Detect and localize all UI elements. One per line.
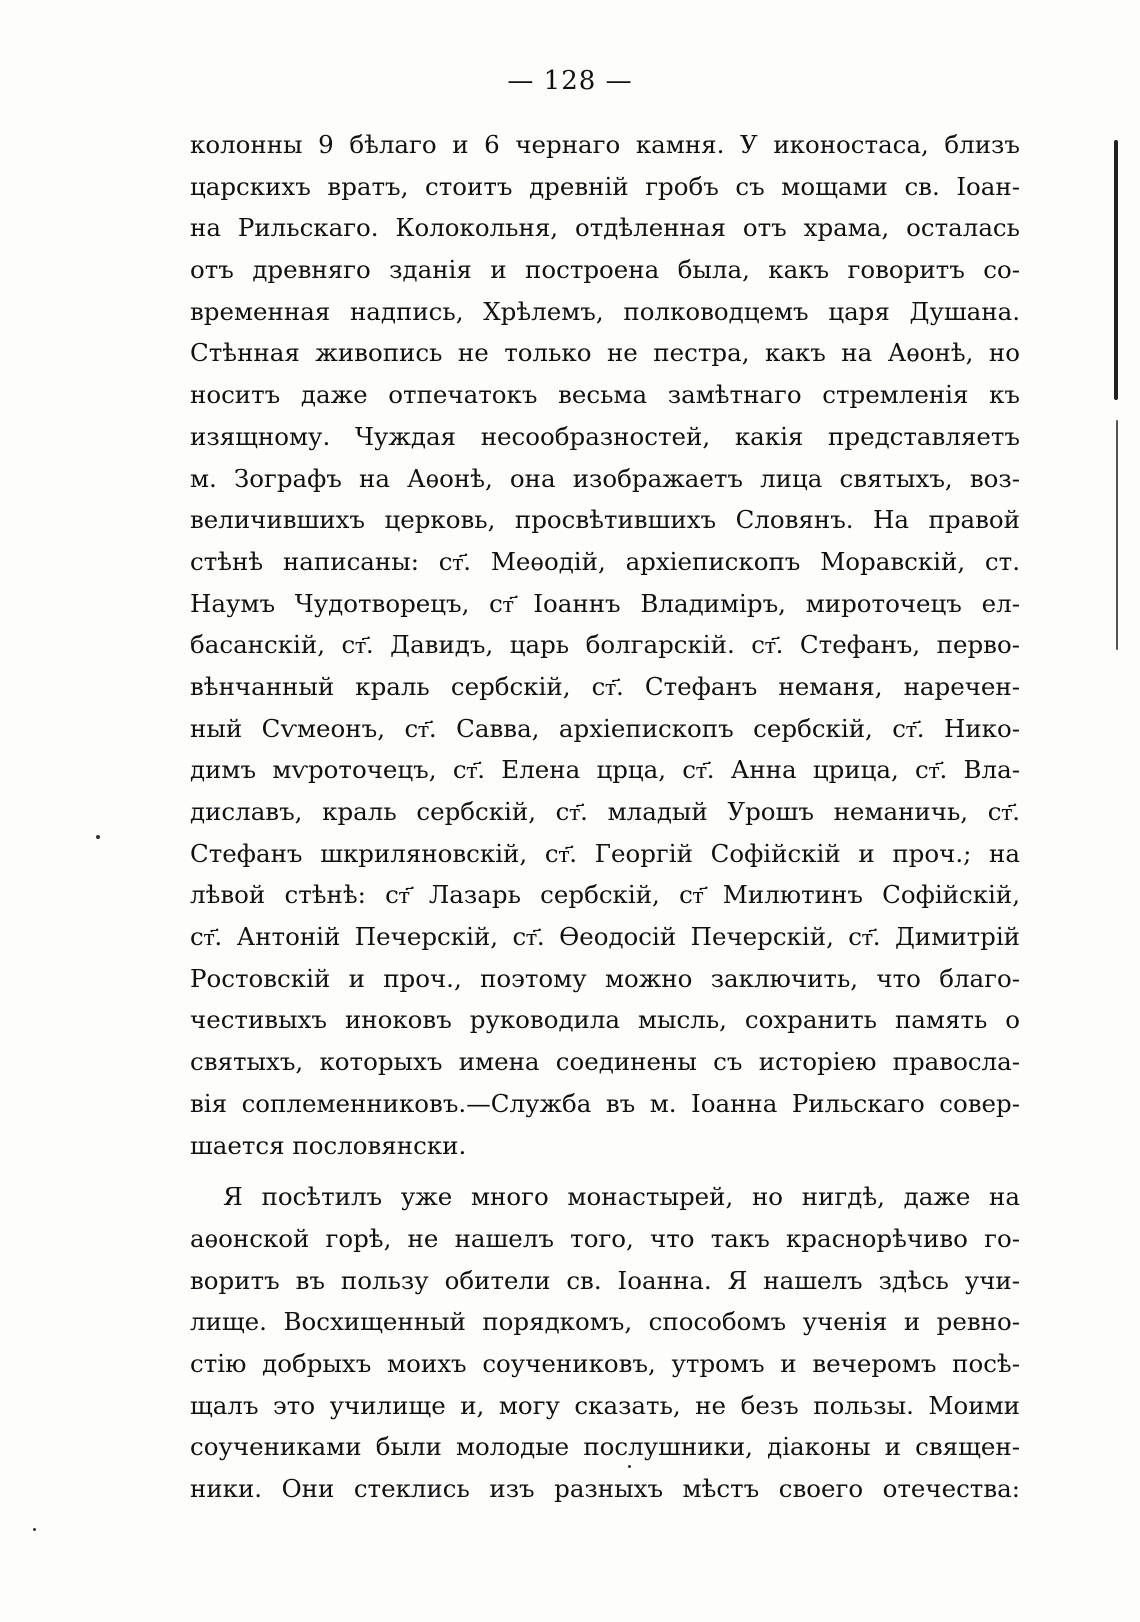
scan-edge-mark xyxy=(1116,420,1118,650)
text-line: колонны 9 бѣлаго и 6 чернаго камня. У иконостаса, близъ xyxy=(190,130,1020,159)
paragraph-1 xyxy=(190,124,1020,1166)
scan-speck xyxy=(628,1465,631,1468)
scan-speck xyxy=(33,1528,36,1531)
text-line: Наумъ Чудотворецъ, ст҃ Іоаннъ Владиміръ, мироточецъ ел- xyxy=(190,588,1020,618)
text-line: диславъ, краль сербскій, ст҃. младый Урошъ неманичь, ст҃. xyxy=(190,797,1020,826)
text-line: аѳонской горѣ, не нашелъ того, что такъ краснорѣчиво го- xyxy=(190,1223,1020,1253)
text-line: Ростовскій и проч., поэтому можно заключить, что благо- xyxy=(190,963,1020,993)
page-number: — 128 — xyxy=(507,66,633,96)
text-line: ный Сѵмеонъ, ст҃. Савва, архіепископъ сербскій, ст҃. Нико- xyxy=(190,713,1020,743)
scan-speck xyxy=(96,835,100,839)
text-line: стѣнѣ написаны: ст҃. Меѳодій, архіепископъ Моравскій, ст. xyxy=(190,546,1020,576)
text-line: лище. Восхищенный порядкомъ, способомъ ученія и ревно- xyxy=(190,1307,1020,1337)
text-line: ники. Они стеклись изъ разныхъ мѣстъ своего отечества: xyxy=(190,1474,1020,1503)
text-line: соучениками были молодые послушники, діаконы и священ- xyxy=(190,1432,1020,1462)
text-line: лѣвой стѣнѣ: ст҃ Лазарь сербскій, ст҃ Милютинъ Софійскій, xyxy=(190,880,1020,910)
body-text xyxy=(190,124,1020,1510)
text-line: щалъ это училище и, могу сказать, не безъ пользы. Моими xyxy=(190,1390,1020,1420)
text-line: Стефанъ шкриляновскій, ст҃. Георгій Софійскій и проч.; на xyxy=(190,838,1020,868)
text-line: честивыхъ иноковъ руководила мысль, сохранить память о xyxy=(190,1005,1020,1035)
text-line: ст҃. Антоній Печерскій, ст҃. Ѳеодосій Печерскій, ст҃. Димитрій xyxy=(190,922,1020,952)
text-line: вія соплеменниковъ.—Служба въ м. Іоанна Рильскаго совер- xyxy=(190,1088,1020,1118)
text-line: Стѣнная живопись не только не пестра, какъ на Аѳонѣ, но xyxy=(190,338,1020,368)
text-line: изящному. Чуждая несообразностей, какія представляетъ xyxy=(190,421,1020,451)
text-line: м. Зографъ на Аѳонѣ, она изображаетъ лица святыхъ, воз- xyxy=(190,463,1020,493)
text-line: шается пословянски. xyxy=(190,1130,467,1160)
text-line: стію добрыхъ моихъ соучениковъ, утромъ и вечеромъ посѣ- xyxy=(190,1348,1020,1378)
text-line: временная надпись, Хрѣлемъ, полководцемъ царя Душана. xyxy=(190,296,1020,326)
text-line: димъ мѵроточецъ, ст҃. Елена црца, ст҃. Анна црица, ст҃. Вла- xyxy=(190,755,1020,785)
text-line: басанскій, ст҃. Давидъ, царь болгарскій. ст҃. Стефанъ, перво- xyxy=(190,630,1020,660)
scan-edge-mark xyxy=(1114,140,1118,400)
text-line: величившихъ церковь, просвѣтившихъ Словянъ. На правой xyxy=(190,505,1020,535)
text-line: носитъ даже отпечатокъ весьма замѣтнаго стремленія къ xyxy=(190,380,1020,410)
text-line: святыхъ, которыхъ имена соединены съ исторіею правосла- xyxy=(190,1047,1020,1077)
text-line: воритъ въ пользу обители св. Іоанна. Я нашелъ здѣсь учи- xyxy=(190,1265,1020,1295)
text-line: отъ древняго зданія и построена была, какъ говоритъ со- xyxy=(190,255,1020,285)
paragraph-gap xyxy=(190,1166,1020,1176)
text-line: на Рильскаго. Колокольня, отдѣленная отъ храма, осталась xyxy=(190,213,1020,243)
text-line: вѣнчанный краль сербскій, ст҃. Стефанъ неманя, наречен- xyxy=(190,671,1020,701)
paragraph-2 xyxy=(190,1176,1020,1510)
text-line: царскихъ вратъ, стоитъ древній гробъ съ мощами св. Іоан- xyxy=(190,171,1020,201)
text-line: Я посѣтилъ уже много монастырей, но нигдѣ, даже на xyxy=(223,1182,1020,1212)
